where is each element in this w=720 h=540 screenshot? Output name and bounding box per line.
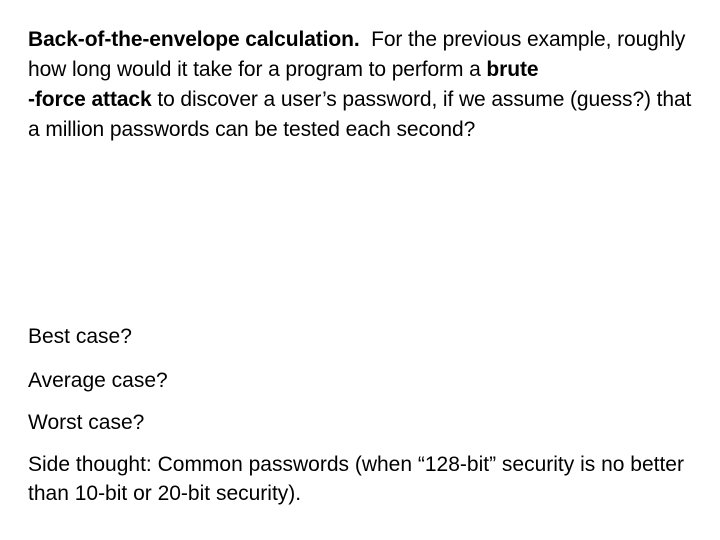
best-case-question: Best case?	[28, 325, 132, 348]
side-thought-paragraph: Side thought: Common passwords (when “128-bit” security is no better than 10-bit or 20-bit security).	[28, 453, 684, 505]
intro-text-2: to discover a user’s password, if we assume (guess?) that a million passwords can be tested each second?	[28, 88, 692, 141]
average-case-question: Average case?	[28, 369, 168, 392]
intro-heading: Back-of-the-envelope calculation.	[28, 28, 360, 51]
worst-case-question: Worst case?	[28, 411, 145, 434]
intro-bold-term-1: brute	[486, 58, 539, 81]
intro-text-1: For the previous example, roughly how long would it take for a program to perform a	[28, 28, 686, 81]
intro-paragraph	[28, 25, 708, 145]
intro-bold-term-2: -force attack	[28, 88, 152, 111]
